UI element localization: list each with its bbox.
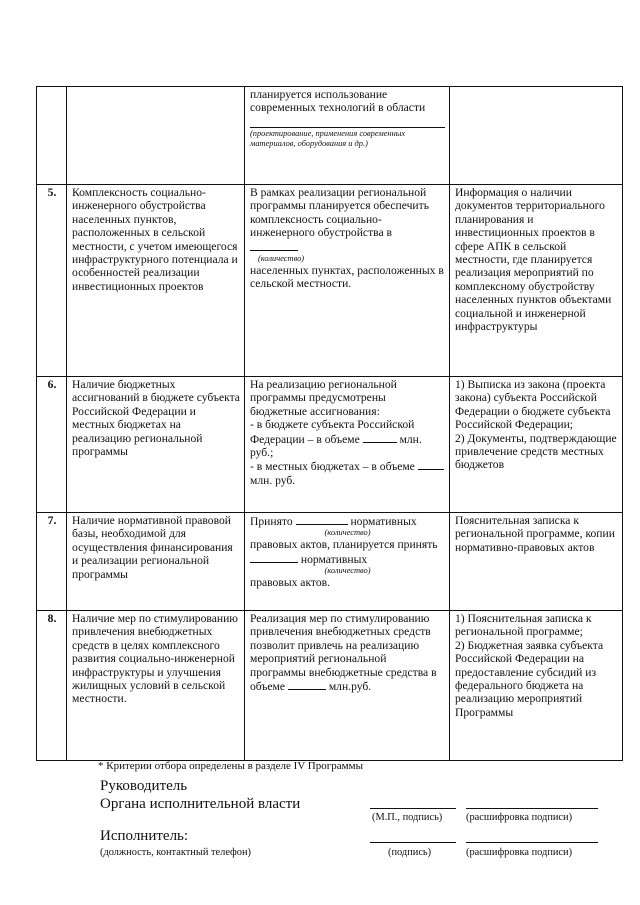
signature-organization: Органа исполнительной власти <box>100 796 301 812</box>
fill-in-line <box>250 117 445 128</box>
document-item: 2) Бюджетная заявка субъекта Российской Федерации на предоставление субсидий из федерального бюджета на реализацию мероприятий Программы <box>455 638 604 719</box>
field-note: (количество) <box>258 254 305 264</box>
documents-cell: Информация о наличии документов территориального планирования и инвестиционных проектов в сфере АПК в сельской местности, где планируется реализация мероприятий по комплексному обустройству населенных пунктов объектами социальной и инженерной инфраструктуры <box>450 185 623 377</box>
indicator-text: млн. руб.; <box>250 432 422 460</box>
indicator-text: правовых актов. <box>250 576 331 590</box>
table-row <box>37 87 623 185</box>
fill-in-blank <box>250 552 298 563</box>
executor-label: Исполнитель: <box>100 828 189 844</box>
fill-in-blank <box>363 432 397 443</box>
field-note: (количество) <box>324 566 371 576</box>
row-number: 8. <box>37 611 67 761</box>
documents-cell: Пояснительная записка к региональной программе, копии нормативно-правовых актов <box>450 513 623 611</box>
indicator-text: - в местных бюджетах – в объеме <box>250 460 415 474</box>
executor-signature-line <box>370 842 456 843</box>
indicator-text: нормативных <box>300 552 368 566</box>
indicator-text: млн. руб. <box>250 473 296 487</box>
indicator-text: нормативных <box>350 515 417 528</box>
indicator-text: На реализацию региональной программы предусмотрены бюджетные ассигнования: <box>250 378 397 418</box>
executor-caption: (должность, контактный телефон) <box>100 847 252 858</box>
decryption-line <box>466 808 598 809</box>
indicator-text: - в бюджете субъекта Российской Федерации – в объеме <box>250 418 415 446</box>
indicator-text-continued: населенных пунктах, расположенных в сельской местности. <box>250 264 444 291</box>
document-item: 1) Пояснительная записка к региональной программе; <box>455 612 592 639</box>
table-row <box>37 513 623 611</box>
indicator-cell <box>245 513 450 611</box>
indicator-text: планируется использование современных технологий в области <box>250 88 426 115</box>
fill-in-blank <box>288 679 326 690</box>
signature-title: Руководитель <box>100 778 188 794</box>
fill-in-blank <box>250 240 298 251</box>
decryption-caption: (расшифровка подписи) <box>466 812 573 823</box>
criterion-cell: Наличие мер по стимулированию привлечения внебюджетных средств в целях комплексного развития социально-инженерной инфраструктуры и улучшения жилищных условий в сельской местности. <box>67 611 245 761</box>
fill-in-blank <box>418 459 444 470</box>
criterion-cell: Наличие бюджетных ассигнований в бюджете субъекта Российской Федерации и местных бюджетах на реализацию региональной программы <box>67 377 245 513</box>
criterion-cell <box>67 87 245 185</box>
indicator-text: Принято <box>250 515 293 528</box>
indicator-text: В рамках реализации региональной программы планируется обеспечить комплексность социально-инженерного обустройства в <box>250 186 429 240</box>
field-note: (проектирование, применения современных материалов, оборудования и др.) <box>250 128 406 148</box>
indicator-cell <box>245 377 450 513</box>
fill-in-blank <box>296 514 348 525</box>
executor-decryption-line <box>466 842 598 843</box>
criterion-cell: Наличие нормативной правовой базы, необходимой для осуществления финансирования и реализации региональной программы <box>67 513 245 611</box>
row-number: 7. <box>37 513 67 611</box>
table-row <box>37 611 623 761</box>
executor-signature-caption: (подпись) <box>388 847 432 858</box>
row-number <box>37 87 67 185</box>
row-number: 6. <box>37 377 67 513</box>
indicator-text: Реализация мер по стимулированию привлечения внебюджетных средств позволит привлечь на реализацию мероприятий региональной программы внебюджетные средства в объеме <box>250 612 437 694</box>
footnote: * Критерии отбора определены в разделе IV Программы <box>98 760 363 772</box>
documents-cell <box>450 87 623 185</box>
executor-decryption-caption: (расшифровка подписи) <box>466 847 573 858</box>
signature-caption: (М.П., подпись) <box>372 812 443 823</box>
indicator-cell <box>245 87 450 185</box>
row-number: 5. <box>37 185 67 377</box>
document-item: 2) Документы, подтверждающие привлечение средств местных бюджетов <box>455 431 617 472</box>
signature-line <box>370 808 456 809</box>
indicator-text: правовых актов, планируется принять <box>250 538 438 552</box>
table-row <box>37 377 623 513</box>
criteria-table <box>36 86 623 761</box>
document-item: 1) Выписка из закона (проекта закона) субъекта Российской Федерации о бюджете субъекта Российской Федерации; <box>455 378 611 432</box>
indicator-text: млн.руб. <box>328 680 372 694</box>
criterion-cell: Комплексность социально-инженерного обустройства населенных пунктов, расположенных в сельской местности, с учетом имеющегося инфраструктурного потенциала и особенностей реализации инвестиционных проектов <box>67 185 245 377</box>
indicator-cell <box>245 611 450 761</box>
field-note: (количество) <box>324 528 371 538</box>
documents-cell <box>450 611 623 761</box>
indicator-cell <box>245 185 450 377</box>
documents-cell <box>450 377 623 513</box>
table-row <box>37 185 623 377</box>
